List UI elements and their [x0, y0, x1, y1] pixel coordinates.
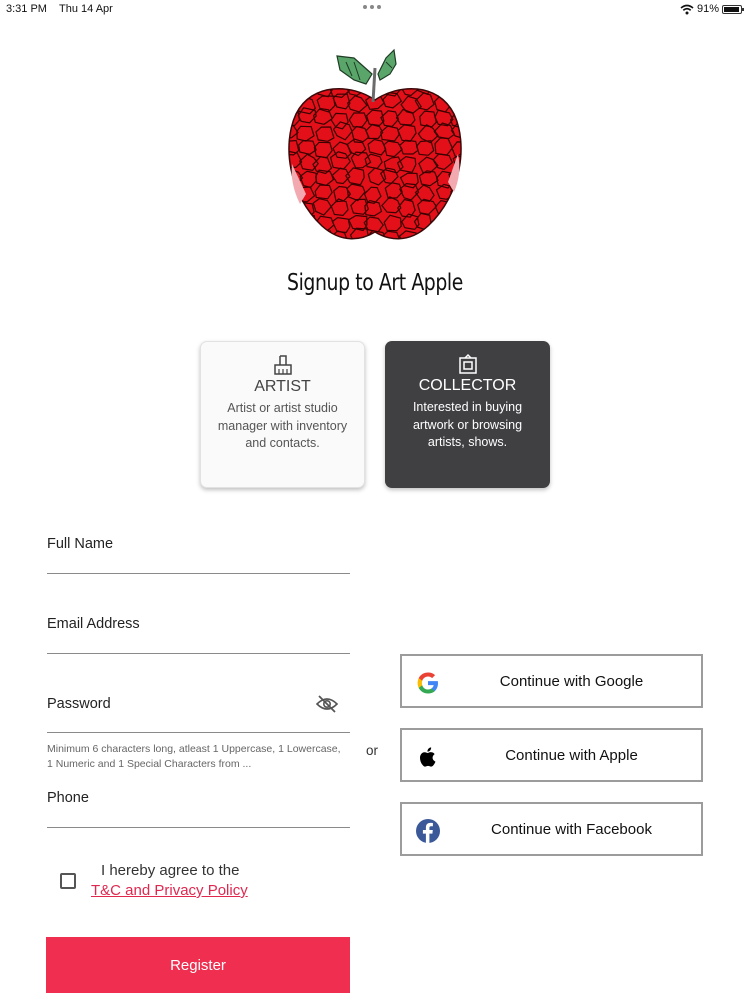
mosaic-tile: [450, 83, 468, 98]
artist-role-card[interactable]: [200, 341, 365, 488]
art-apple-logo: [282, 44, 468, 244]
mosaic-tile: [282, 230, 299, 244]
email-label: Email Address: [47, 616, 140, 632]
battery-percentage: 91%: [696, 3, 719, 15]
mosaic-tile: [315, 231, 333, 244]
mosaic-tile: [282, 96, 297, 113]
full-name-input[interactable]: [47, 573, 350, 574]
collector-role-title: COLLECTOR: [418, 377, 517, 394]
collector-role-description: Interested in buying artwork or browsing artists, shows.: [412, 400, 523, 449]
phone-label: Phone: [47, 790, 89, 806]
status-date: Thu 14 Apr: [59, 3, 113, 15]
artist-role-description: Artist or artist studio manager with inventory and contacts.: [217, 401, 348, 450]
or-separator: or: [366, 743, 379, 758]
mosaic-tile: [451, 233, 468, 244]
facebook-icon: [414, 817, 442, 845]
collector-role-card[interactable]: [385, 341, 550, 488]
phone-input[interactable]: [47, 827, 350, 828]
google-icon: [414, 669, 442, 697]
status-indicators: [680, 3, 742, 15]
mosaic-tile: [297, 231, 315, 244]
password-input[interactable]: [47, 732, 350, 733]
continue-with-google-button[interactable]: [400, 654, 703, 708]
mosaic-tile: [451, 217, 468, 233]
mosaic-tile: [434, 79, 450, 93]
status-time: 3:31 PM: [6, 3, 47, 15]
mosaic-tile: [297, 79, 315, 94]
brush-icon: [273, 354, 293, 376]
status-bar: [0, 0, 750, 20]
continue-with-apple-button[interactable]: [400, 728, 703, 782]
continue-with-facebook-button[interactable]: [400, 802, 703, 856]
eye-off-icon[interactable]: [316, 695, 338, 713]
register-button[interactable]: Register: [46, 937, 350, 993]
mosaic-tile: [417, 230, 435, 244]
terms-privacy-link[interactable]: T&C and Privacy Policy: [91, 882, 248, 899]
mosaic-tile: [282, 199, 299, 216]
artist-role-title: ARTIST: [254, 378, 311, 395]
email-input[interactable]: [47, 653, 350, 654]
framed-art-icon: [458, 353, 478, 375]
multitasking-dots-icon[interactable]: [363, 5, 381, 9]
password-label: Password: [47, 696, 111, 712]
apple-button-label: Continue with Apple: [505, 747, 638, 764]
wifi-icon: [680, 4, 694, 15]
mosaic-tile: [453, 199, 469, 215]
password-hint: Minimum 6 characters long, atleast 1 Uppercase, 1 Lowercase, 1 Numeric and 1 Special Characters from ...: [47, 743, 341, 770]
agree-text: I hereby agree to the: [101, 862, 240, 879]
page-title: Signup to Art Apple: [287, 270, 463, 296]
mosaic-tile: [282, 80, 299, 96]
facebook-button-label: Continue with Facebook: [491, 821, 652, 838]
google-button-label: Continue with Google: [499, 673, 644, 690]
mosaic-tile: [282, 213, 296, 228]
apple-icon: [414, 743, 442, 771]
mosaic-tile: [453, 98, 468, 112]
mosaic-tile: [437, 217, 454, 234]
full-name-label: Full Name: [47, 536, 114, 552]
mosaic-tile: [436, 231, 452, 244]
battery-icon: [722, 5, 742, 14]
agree-checkbox[interactable]: [60, 873, 76, 889]
mosaic-tile: [367, 79, 386, 95]
